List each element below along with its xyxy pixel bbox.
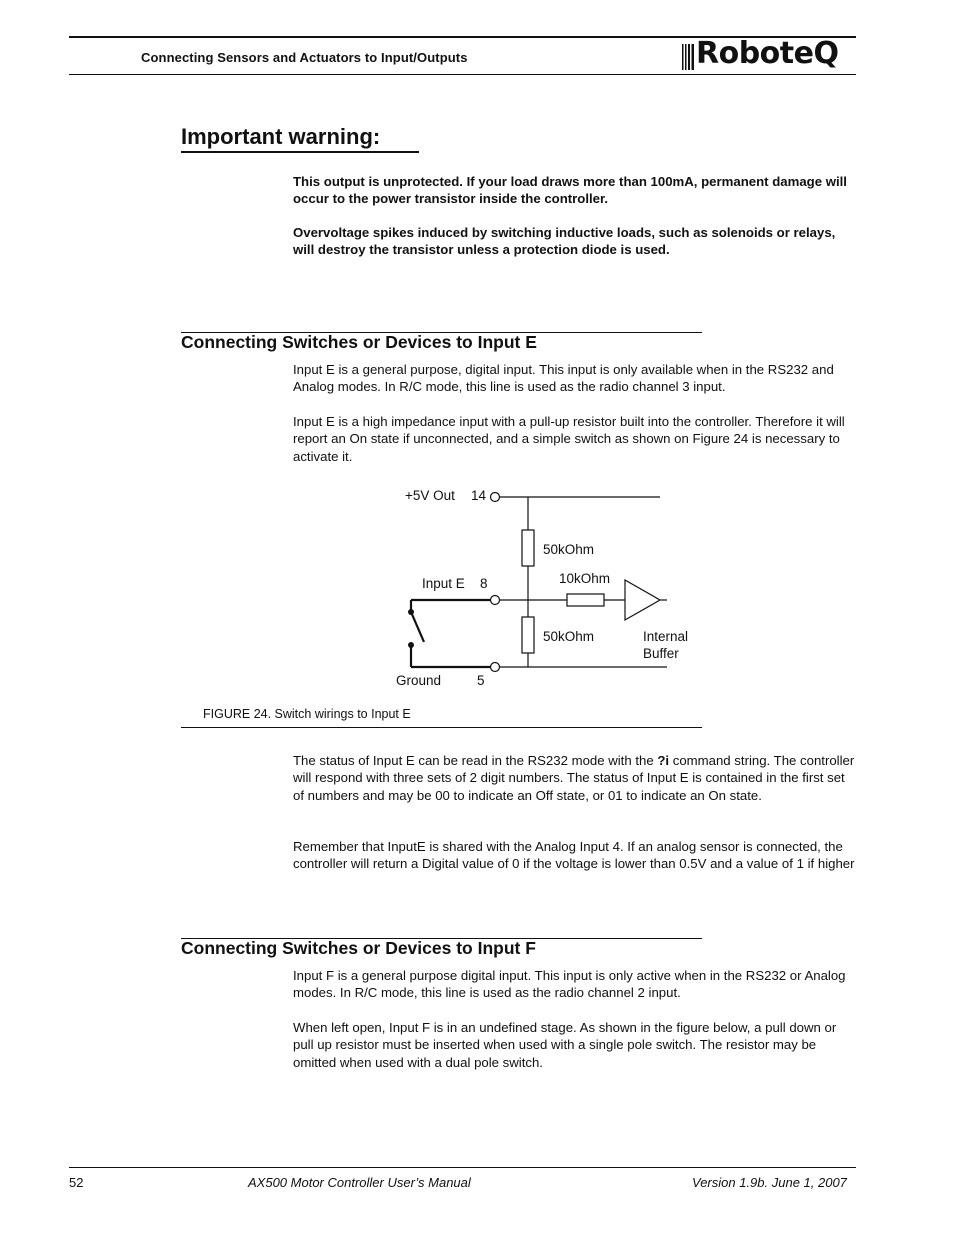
label-r-bottom: 50kOhm xyxy=(543,629,595,644)
switch-wiring-circuit-diagram xyxy=(380,480,689,695)
logo-text: RoboteQ xyxy=(696,36,839,71)
para3-prefix: The status of Input E can be read in the RS232 mode with the xyxy=(293,753,658,768)
label-pin14: 14 xyxy=(471,488,487,503)
roboteq-logo xyxy=(682,38,857,74)
header-section-title: Connecting Sensors and Actuators to Input/Outputs xyxy=(141,50,468,65)
section-e-paragraph-3 xyxy=(293,752,859,804)
section-e-paragraph-4: Remember that InputE is shared with the Analog Input 4. If an analog sensor is connected, the controller will return a Digital value of 0 if the voltage is lower than 0.5V and a value of 1 if higher xyxy=(293,839,855,872)
label-buffer-line2: Buffer xyxy=(643,646,679,661)
bottom-resistor xyxy=(522,617,534,653)
section-e-paragraph-1: Input E is a general purpose, digital input. This input is only available when in the RS232 and Analog modes. In R/C mode, this line is used as the radio channel 3 input. xyxy=(293,362,834,395)
label-plus5v: +5V Out xyxy=(405,488,455,503)
warning-paragraph-1: This output is unprotected. If your load draws more than 100mA, permanent damage will occur to the power transistor inside the controller. xyxy=(293,174,847,206)
label-ground: Ground xyxy=(396,673,442,688)
status-command: ?i xyxy=(657,753,670,768)
ground-line xyxy=(491,663,668,672)
section-e-heading: Connecting Switches or Devices to Input E xyxy=(181,332,537,352)
header-bottom-rule xyxy=(69,74,856,75)
footer-version: Version 1.9b. June 1, 2007 xyxy=(692,1175,847,1190)
top-resistor xyxy=(522,530,534,566)
footer-rule xyxy=(69,1167,856,1168)
figure-24-rule xyxy=(181,727,702,728)
footer-page-number: 52 xyxy=(69,1175,84,1190)
logo-bars-icon xyxy=(682,44,696,70)
plus5v-rail xyxy=(491,493,661,502)
section-f-heading: Connecting Switches or Devices to Input F xyxy=(181,938,536,958)
switch-icon xyxy=(408,600,491,667)
label-r-series: 10kOhm xyxy=(559,571,611,586)
label-pin8: 8 xyxy=(480,576,488,591)
para3-suffix: command string. The controller will respond with three sets of 2 digit numbers. The status of Input E is contained in the first set of numbers and may be 00 to indicate an Off state, or 01 to indicate an On state. xyxy=(293,753,855,803)
section-e-paragraph-2: Input E is a high impedance input with a pull-up resistor built into the controller. Therefore it will report an On state if unconnected, and a simple switch as shown on Figure 24 is necessary to activate it. xyxy=(293,414,845,464)
section-f-paragraph-2: When left open, Input F is in an undefined stage. As shown in the figure below, a pull down or pull up resistor must be inserted when used with a single pole switch. The resistor may be omitted when used with a dual pole switch. xyxy=(293,1020,837,1070)
series-resistor xyxy=(567,594,604,606)
section-f-paragraph-1: Input F is a general purpose digital input. This input is only active when in the RS232 or Analog modes. In R/C mode, this line is used as the radio channel 2 input. xyxy=(293,968,846,1001)
figure-24-caption: FIGURE 24. Switch wirings to Input E xyxy=(203,707,411,721)
label-pin5: 5 xyxy=(477,673,485,688)
label-input-e: Input E xyxy=(422,576,465,591)
warning-paragraph-2: Overvoltage spikes induced by switching inductive loads, such as solenoids or relays, will destroy the transistor unless a protection diode is used. xyxy=(293,225,836,257)
input-e-line xyxy=(491,580,668,620)
label-buffer-line1: Internal xyxy=(643,629,689,644)
buffer-triangle-icon xyxy=(625,580,660,620)
footer-manual-title: AX500 Motor Controller User’s Manual xyxy=(248,1175,471,1190)
label-r-top: 50kOhm xyxy=(543,542,595,557)
warning-heading-underline xyxy=(181,151,419,153)
warning-heading: Important warning: xyxy=(181,124,381,149)
